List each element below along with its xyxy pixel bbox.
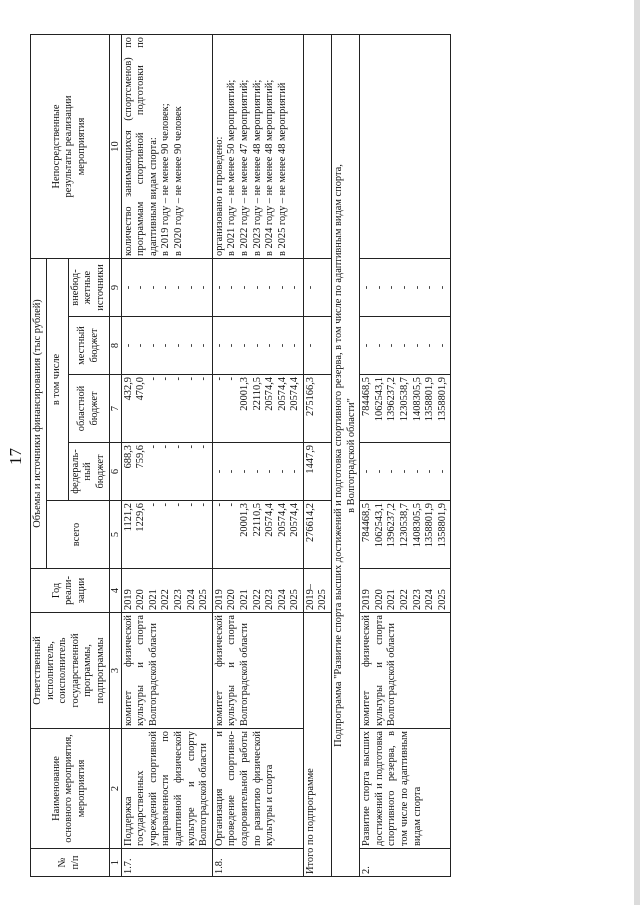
col-header-responsible: Ответственный исполнитель, соисполнитель государственной программы, подпрограммы — [31, 613, 110, 729]
column-number: 5 — [109, 501, 121, 569]
extrabudget-cell: - - - - - - - — [360, 259, 451, 317]
col-header-local: местный бюджет — [68, 317, 109, 375]
federal-cell: 688,3 759,6 - - - - - — [121, 443, 212, 501]
col-header-regional: областной бюджет — [68, 375, 109, 443]
column-number: 3 — [109, 613, 121, 729]
results-cell — [360, 35, 451, 259]
responsible-executor: комитет физической культуры и спорта Волгоградской области — [212, 613, 303, 729]
event-name: Организация и проведение спортивно-оздоровительной работы по развитию физической культуры и спорта — [212, 729, 303, 849]
regional-cell: 432,9 470,0 - - - - - — [121, 375, 212, 443]
subprogram-title: Подпрограмма "Развитие спорта высших достижений и подготовка спортивного резерва, в том числе по адаптивным видам спорта, в Волгоградской области" — [332, 35, 360, 877]
responsible-executor: комитет физической культуры и спорта Волгоградской области — [121, 613, 212, 729]
scan-edge — [634, 0, 640, 905]
total-cell: - - 20001,3 22110,5 20574,4 20574,4 20574,4 — [212, 501, 303, 569]
subprogram-title-row — [332, 35, 360, 877]
local-cell: - - - - - - - — [121, 317, 212, 375]
federal-cell: - - - - - - - — [360, 443, 451, 501]
local-cell: - - - - - - - — [212, 317, 303, 375]
subtotal-extrabudget: - — [303, 259, 331, 317]
local-cell: - - - - - - - — [360, 317, 451, 375]
col-header-name: Наименование основного мероприятия, мероприятия — [31, 729, 110, 849]
column-number: 8 — [109, 317, 121, 375]
regional-cell: 784468,5 1062543,1 1396237,2 1230538,7 1408305,5 1358801,9 1358801,9 — [360, 375, 451, 443]
regional-cell: - - 20001,3 22110,5 20574,4 20574,4 20574,4 — [212, 375, 303, 443]
subtotal-total: 276614,2 — [303, 501, 331, 569]
col-header-funding: Объемы и источники финансирования (тыс рублей) — [31, 259, 47, 569]
event-name: Развитие спорта высших достижений и подготовка спортивного резерва, в том числе по адаптивным видам спорта — [360, 729, 451, 849]
extrabudget-cell: - - - - - - - — [212, 259, 303, 317]
extrabudget-cell: - - - - - - - — [121, 259, 212, 317]
page-number: 17 — [6, 448, 25, 465]
subtotal-results — [303, 35, 331, 259]
total-cell: 784468,5 1062543,1 1396237,2 1230538,7 1408305,5 1358801,9 1358801,9 — [360, 501, 451, 569]
col-header-num: № п/п — [31, 849, 110, 877]
col-header-including: в том числе — [46, 259, 68, 501]
funding-table — [30, 34, 451, 877]
event-name: Поддержка государственных учреждений спортивной направленности по адаптивной физической культуре и спорту Волгоградской области — [121, 729, 212, 849]
results-cell: организовано и проведено: в 2021 году – не менее 50 мероприятий; в 2022 году – не менее 47 мероприятий; в 2023 году – не менее 48 мероприятий; в 2024 году – не менее 48 мероприятий; в 2025 году – не менее 48 мероприятий — [212, 35, 303, 259]
column-number: 2 — [109, 729, 121, 849]
column-numbers-row — [109, 35, 121, 877]
subtotal-label: Итого по подпрограмме — [303, 613, 331, 877]
row-number: 1.7. — [121, 849, 212, 877]
subtotal-regional: 275166,3 — [303, 375, 331, 443]
col-header-results: Непосредственные результаты реализации мероприятия — [31, 35, 110, 259]
col-header-year: Год реали- зации — [31, 569, 110, 613]
subtotal-row — [303, 35, 331, 877]
col-header-total: всего — [46, 501, 109, 569]
subtotal-local: - — [303, 317, 331, 375]
table-row — [360, 35, 451, 877]
subtotal-federal: 1447,9 — [303, 443, 331, 501]
column-number: 4 — [109, 569, 121, 613]
column-number: 1 — [109, 849, 121, 877]
row-number: 2. — [360, 849, 451, 877]
years-cell: 2019 2020 2021 2022 2023 2024 2025 — [212, 569, 303, 613]
results-cell: количество занимающихся (спортсменов) по программам спортивной подготовки по адаптивным видам спорта: в 2019 году – не менее 90 человек; в 2020 году – не менее 90 человек — [121, 35, 212, 259]
subtotal-years: 2019–2025 — [303, 569, 331, 613]
header-row-1 — [31, 35, 47, 877]
years-cell: 2019 2020 2021 2022 2023 2024 2025 — [121, 569, 212, 613]
years-cell: 2019 2020 2021 2022 2023 2024 2025 — [360, 569, 451, 613]
col-header-extrabudget: внебюд- жетные источники — [68, 259, 109, 317]
federal-cell: - - - - - - - — [212, 443, 303, 501]
column-number: 9 — [109, 259, 121, 317]
column-number: 6 — [109, 443, 121, 501]
table-row — [121, 35, 212, 877]
table-row — [212, 35, 303, 877]
column-number: 7 — [109, 375, 121, 443]
row-number: 1.8. — [212, 849, 303, 877]
column-number: 10 — [109, 35, 121, 259]
total-cell: 1121,2 1229,6 - - - - - — [121, 501, 212, 569]
col-header-federal: федераль- ный бюджет — [68, 443, 109, 501]
responsible-executor: комитет физической культуры и спорта Волгоградской области — [360, 613, 451, 729]
